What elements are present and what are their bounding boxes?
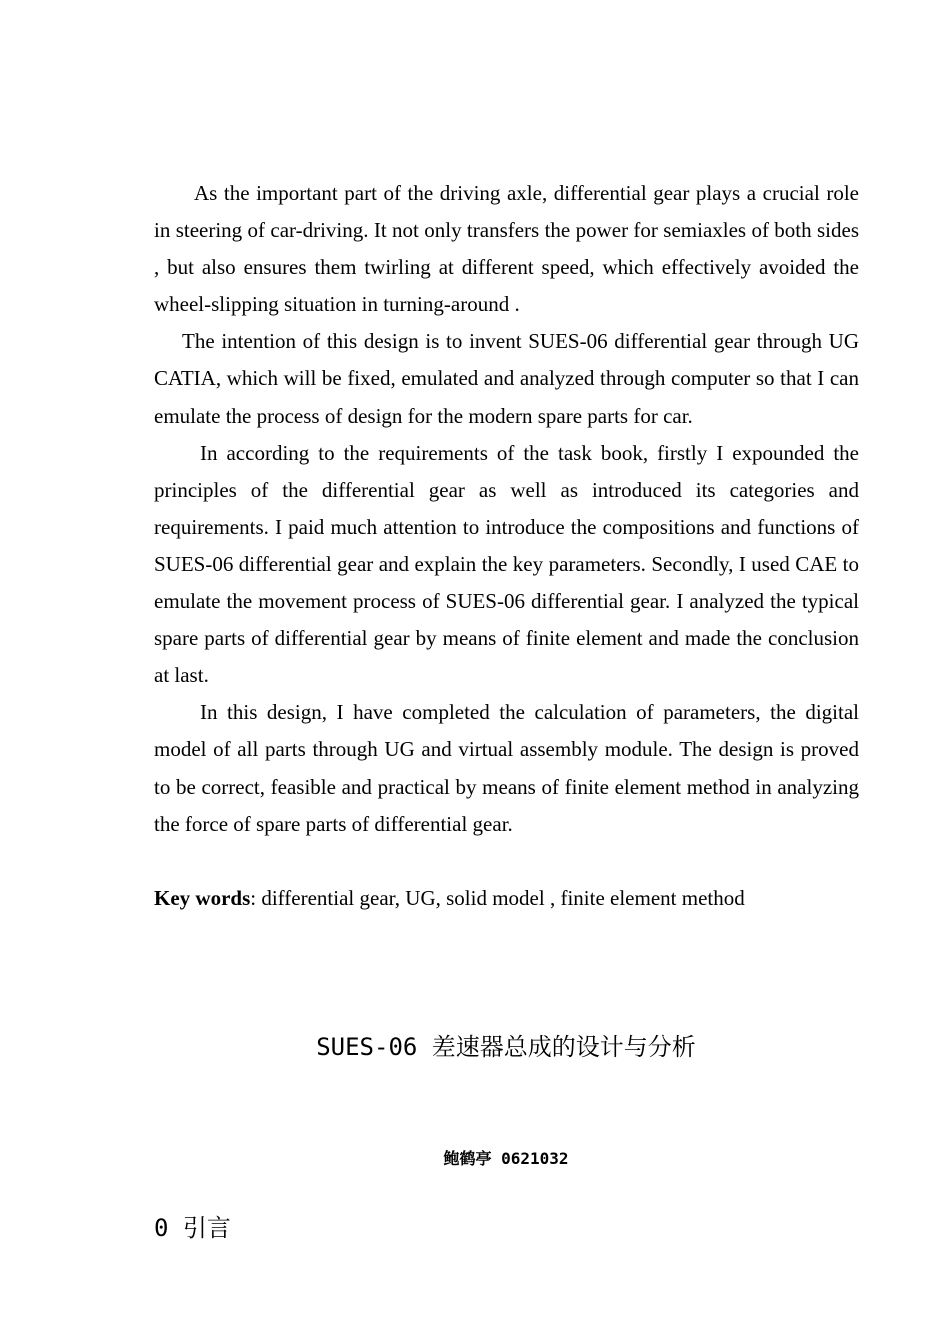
- author-line: 鲍鹤亭 0621032: [443, 1149, 569, 1168]
- keywords-separator: :: [250, 885, 257, 910]
- section-heading: 0 引言: [154, 1214, 231, 1242]
- abstract-paragraph-4: In this design, I have completed the calculation of parameters, the digital model of all parts through UG and virtual assembly module. The design is proved to be correct, feasible and practical by means of finite element method in analyzing the force of spare parts of differential gear.: [154, 700, 859, 836]
- keywords-line: [154, 880, 859, 917]
- keywords-label: Key words: [154, 885, 251, 910]
- chinese-title: SUES-06 差速器总成的设计与分析: [316, 1033, 696, 1061]
- abstract-paragraph-3: In according to the requirements of the task book, firstly I expounded the principles of the differential gear as well as introduced its categories and requirements. I paid much attention to introduce the compositions and functions of SUES-06 differential gear and explain the key parameters. Secondly, I used CAE to emulate the movement process of SUES-06 differential gear. I analyzed the typical spare parts of differential gear by means of finite element and made the conclusion at last.: [154, 440, 859, 688]
- abstract-paragraph-2: The intention of this design is to invent SUES-06 differential gear through UG CATIA, which will be fixed, emulated and analyzed through computer so that I can emulate the process of design for the modern spare parts for car.: [154, 329, 859, 428]
- keywords-text: differential gear, UG, solid model , finite element method: [256, 885, 745, 910]
- english-abstract: [154, 175, 859, 917]
- abstract-paragraph-1: As the important part of the driving axle, differential gear plays a crucial role in steering of car-driving. It not only transfers the power for semiaxles of both sides , but also ensures them twirling at different speed, which effectively avoided the wheel-slipping situation in turning-around .: [154, 181, 859, 317]
